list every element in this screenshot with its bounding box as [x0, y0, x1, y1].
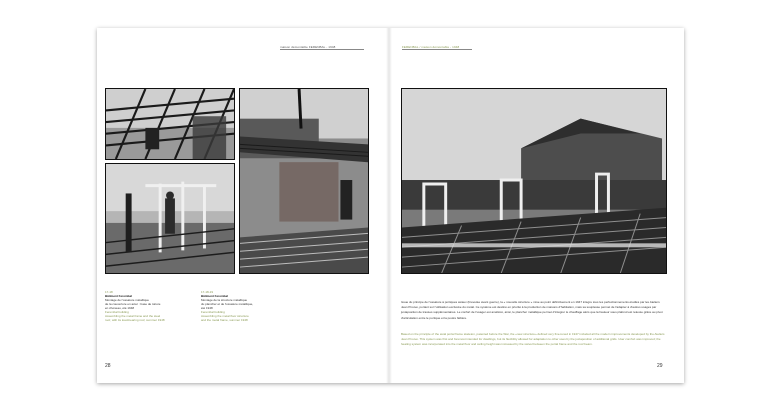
caption-2-fr-line-3: été 1948: [201, 306, 213, 310]
book-spread: [97, 28, 684, 383]
body-text-french: Issue du principe de l'ossature à portiques axiaux (brevetée avant guerre), la « nouvelle structure » mise au point définitivement en 1947 intègre tous les perfectionnements étudiés par les Ateliers Jean Prouvé, portant sur l'utilisation exclusive du métal. Ce système est destiné en priorité à la production de maisons d'habitation, mais sa souplesse permet de l'adapter à d'autres usages par juxtaposition de travées supplémentaires. Le confort de l'usager est amélioré, ainsi, le plancher métallique permet d'intégrer le chauffage alors que la hauteur sous plafond est relevée grâce au pivot d'articulation entre le portique et la poutre faîtière.: [401, 300, 663, 320]
photo-floor-structure: [239, 88, 369, 274]
caption-1-en-line-1: Ferembal building: [105, 310, 129, 314]
running-header-left: maison démontable FERENBAL - 1948: [280, 45, 336, 49]
caption-2-title: Bâtiment Ferembal: [201, 294, 229, 298]
header-rule-right: [402, 49, 472, 50]
caption-1-number: 17-18: [105, 290, 113, 294]
caption-1-fr-line-2: de la couverture en acier : base de toiture: [105, 302, 161, 306]
page-number-right: 29: [657, 363, 663, 369]
body-text-english: Based on the principle of the axial portal frame skeleton, patented before the War, the «new structure» defined very fine-tuned in 1947 included all the modern improvements developed by the Ateliers Jean Prouvé. This system was first and foremost intended for dwellings, but its flexibility allowed for adaptation to other uses by the juxtaposition of additional grids. User comfort was improved; the heating system was incorporated into the metal floor and ceiling height was increased by the swivel between the portal frame and the roof beam.: [401, 332, 665, 347]
caption-1-title: Bâtiment Ferembal: [105, 294, 133, 298]
caption-1-en-line-2: Assembling the metal frame and the steel: [105, 314, 161, 318]
caption-2-number: 17-18-19: [201, 290, 214, 294]
caption-1-fr-line-1: Montage de l'ossature métallique: [105, 298, 149, 302]
caption-2-en-line-3: and the metal frame, summer 1948: [201, 318, 248, 322]
caption-2-en-line-2: Assembling the metal floor structure: [201, 314, 249, 318]
book-gutter: [386, 28, 392, 383]
caption-1-en-line-3: roof, with its load-bearing roof, summer 1948: [105, 318, 165, 322]
caption-2-fr-line-1: Montage de la structure métallique: [201, 298, 248, 302]
photo-workers-assembly: [105, 163, 235, 274]
caption-2: [201, 290, 253, 322]
running-header-right: FERENBAL / maison démontable - 1948: [402, 45, 460, 49]
caption-1-fr-line-3: en chéneau, été 1948: [105, 306, 135, 310]
photo-roof-frame: [105, 88, 235, 160]
caption-2-en-line-1: Ferembal building: [201, 310, 225, 314]
page-number-left: 28: [105, 363, 111, 369]
caption-1: [105, 290, 165, 322]
header-rule-left: [280, 49, 364, 50]
caption-2-fr-line-2: du plancher et de l'ossature métallique,: [201, 302, 254, 306]
photo-house-frames: [401, 88, 667, 274]
